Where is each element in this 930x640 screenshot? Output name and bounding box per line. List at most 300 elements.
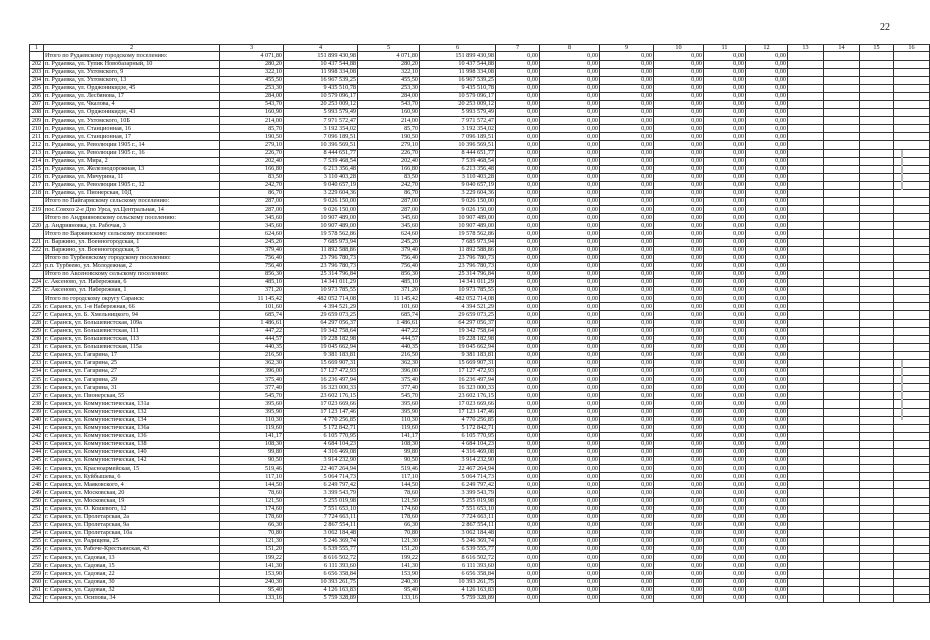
value-cell [860, 376, 894, 384]
value-cell: 3 399 543,79 [420, 489, 496, 497]
value-cell: 0,00 [496, 214, 540, 222]
value-cell: 0,00 [600, 384, 654, 392]
value-cell [860, 513, 894, 521]
value-cell: 5 064 714,73 [420, 473, 496, 481]
value-cell [788, 368, 824, 376]
value-cell: 9 026 150,00 [420, 206, 496, 214]
value-cell [788, 351, 824, 359]
value-cell: 0,00 [540, 287, 600, 295]
address-cell: п. Рудаевка, ул. Революции 1905 г., 12 [44, 181, 220, 189]
value-cell: 16 236 497,94 [284, 376, 358, 384]
value-cell: 0,00 [746, 538, 788, 546]
value-cell: 0,00 [654, 513, 704, 521]
row-number-cell: 224 [30, 279, 44, 287]
value-cell [824, 60, 860, 68]
value-cell: 17 123 147,46 [420, 408, 496, 416]
table-row [30, 465, 930, 473]
value-cell: 0,00 [654, 351, 704, 359]
value-cell: 17 127 472,93 [284, 368, 358, 376]
row-number-cell: 236 [30, 384, 44, 392]
value-cell [824, 408, 860, 416]
table-row [30, 489, 930, 497]
value-cell [788, 246, 824, 254]
value-cell: 5 172 842,71 [284, 424, 358, 432]
value-cell: 0,00 [600, 513, 654, 521]
value-cell: 1 486,61 [220, 319, 284, 327]
value-cell: 284,00 [358, 92, 420, 100]
value-cell: 25 314 796,84 [284, 270, 358, 278]
value-cell: 0,00 [600, 157, 654, 165]
value-cell [824, 440, 860, 448]
value-cell [860, 206, 894, 214]
value-cell: 10 907 489,00 [284, 214, 358, 222]
value-cell: 0,00 [540, 222, 600, 230]
value-cell: 0,00 [540, 109, 600, 117]
value-cell: 6 105 770,95 [420, 432, 496, 440]
value-cell: 0,00 [704, 206, 746, 214]
value-cell [894, 416, 930, 424]
value-cell [824, 335, 860, 343]
value-cell: 0,00 [654, 92, 704, 100]
value-cell: 0,00 [600, 449, 654, 457]
table-row [30, 376, 930, 384]
value-cell [860, 489, 894, 497]
value-cell: 0,00 [704, 303, 746, 311]
value-cell [824, 416, 860, 424]
value-cell: 0,00 [600, 52, 654, 60]
value-cell: 4 316 469,08 [420, 449, 496, 457]
value-cell: 7 539 468,54 [284, 157, 358, 165]
value-cell: 0,00 [600, 481, 654, 489]
page-number: 22 [880, 22, 890, 33]
row-number-cell: 212 [30, 141, 44, 149]
value-cell [860, 165, 894, 173]
row-number-cell: 256 [30, 546, 44, 554]
value-cell: 0,00 [600, 578, 654, 586]
value-cell: 440,35 [220, 343, 284, 351]
table-row [30, 562, 930, 570]
value-cell: 17 023 669,66 [420, 400, 496, 408]
value-cell: 8 444 651,77 [420, 149, 496, 157]
table-row [30, 432, 930, 440]
value-cell: 11 998 334,08 [284, 68, 358, 76]
value-cell: 0,00 [704, 473, 746, 481]
value-cell: 0,00 [746, 457, 788, 465]
value-cell [894, 173, 930, 181]
value-cell: 545,70 [358, 392, 420, 400]
value-cell: 0,00 [540, 327, 600, 335]
value-cell [860, 270, 894, 278]
value-cell: 0,00 [540, 538, 600, 546]
column-header: 2 [44, 45, 220, 52]
value-cell: 0,00 [746, 424, 788, 432]
value-cell [788, 465, 824, 473]
value-cell: 0,00 [496, 76, 540, 84]
value-cell: 0,00 [600, 408, 654, 416]
value-cell: 0,00 [746, 529, 788, 537]
value-cell [894, 246, 930, 254]
value-cell [788, 376, 824, 384]
address-cell: г. Саранск, ул. Коммунистическая, 134 [44, 416, 220, 424]
row-number-cell: 226 [30, 303, 44, 311]
value-cell: 756,40 [220, 254, 284, 262]
value-cell [860, 554, 894, 562]
value-cell: 0,00 [496, 222, 540, 230]
subtotal-row [30, 198, 930, 206]
value-cell: 0,00 [704, 546, 746, 554]
value-cell: 119,60 [220, 424, 284, 432]
value-cell [824, 505, 860, 513]
value-cell: 0,00 [496, 400, 540, 408]
row-number-cell: 219 [30, 206, 44, 214]
value-cell: 78,60 [220, 489, 284, 497]
value-cell [788, 432, 824, 440]
value-cell: 0,00 [704, 270, 746, 278]
value-cell [894, 100, 930, 108]
value-cell: 22 467 264,94 [420, 465, 496, 473]
value-cell: 0,00 [496, 505, 540, 513]
value-cell: 0,00 [746, 60, 788, 68]
value-cell: 11 892 588,86 [284, 246, 358, 254]
value-cell: 0,00 [654, 214, 704, 222]
value-cell: 10 393 261,75 [420, 578, 496, 586]
value-cell: 0,00 [540, 262, 600, 270]
value-cell: 0,00 [654, 262, 704, 270]
value-cell: 0,00 [704, 68, 746, 76]
value-cell: 6 213 356,48 [284, 165, 358, 173]
value-cell [894, 457, 930, 465]
value-cell [824, 246, 860, 254]
value-cell: 245,20 [220, 238, 284, 246]
address-cell: пос.Совхоз 2-е Дпо Урса, ул.Центральная, 14 [44, 206, 220, 214]
value-cell: 202,40 [358, 157, 420, 165]
value-cell [860, 141, 894, 149]
value-cell: 0,00 [496, 117, 540, 125]
value-cell [860, 546, 894, 554]
value-cell: 519,46 [220, 465, 284, 473]
value-cell: 3 914 232,90 [420, 457, 496, 465]
value-cell: 86,70 [220, 190, 284, 198]
value-cell [894, 133, 930, 141]
address-cell: г. Саранск, ул. Осипова, 34 [44, 594, 220, 602]
value-cell: 0,00 [600, 246, 654, 254]
value-cell [824, 432, 860, 440]
value-cell: 14 341 011,29 [420, 279, 496, 287]
value-cell: 395,90 [358, 408, 420, 416]
value-cell [824, 238, 860, 246]
value-cell: 4 684 104,23 [420, 440, 496, 448]
address-cell: Итого по Рудаевскому городскому поселению: [44, 52, 220, 60]
address-cell: п. Варжино, ул. Военногородская, 1 [44, 238, 220, 246]
value-cell: 0,00 [600, 76, 654, 84]
address-cell: Итого по Пайгармскому сельскому поселению: [44, 198, 220, 206]
value-cell: 108,30 [358, 440, 420, 448]
value-cell: 0,00 [600, 586, 654, 594]
value-cell: 7 539 468,54 [420, 157, 496, 165]
value-cell: 756,40 [358, 254, 420, 262]
table-row [30, 311, 930, 319]
value-cell [894, 68, 930, 76]
value-cell: 0,00 [540, 473, 600, 481]
value-cell: 0,00 [600, 343, 654, 351]
value-cell: 0,00 [540, 117, 600, 125]
table-row [30, 92, 930, 100]
value-cell: 0,00 [654, 570, 704, 578]
value-cell: 0,00 [496, 449, 540, 457]
table-row [30, 68, 930, 76]
value-cell [860, 279, 894, 287]
value-cell [788, 157, 824, 165]
value-cell [824, 84, 860, 92]
column-header: 6 [420, 45, 496, 52]
value-cell: 543,70 [220, 100, 284, 108]
value-cell [860, 214, 894, 222]
column-header: 13 [788, 45, 824, 52]
address-cell: п. Рудаевка, ул. Орджоникидзе, 45 [44, 84, 220, 92]
value-cell: 0,00 [654, 335, 704, 343]
row-number-cell: 261 [30, 586, 44, 594]
value-cell: 624,60 [220, 230, 284, 238]
value-cell: 0,00 [496, 270, 540, 278]
address-cell: г. Саранск, ул. Садовая, 13 [44, 554, 220, 562]
row-number-cell: 214 [30, 157, 44, 165]
value-cell: 0,00 [540, 449, 600, 457]
value-cell: 0,00 [600, 359, 654, 367]
value-cell: 0,00 [746, 173, 788, 181]
value-cell: 99,80 [220, 449, 284, 457]
value-cell: 447,22 [358, 327, 420, 335]
value-cell: 16 323 000,33 [284, 384, 358, 392]
value-cell [824, 513, 860, 521]
value-cell: 0,00 [654, 238, 704, 246]
value-cell: 0,00 [496, 481, 540, 489]
row-number-cell: 238 [30, 400, 44, 408]
value-cell: 70,80 [358, 529, 420, 537]
value-cell: 0,00 [654, 230, 704, 238]
value-cell: 0,00 [654, 52, 704, 60]
row-number-cell: 211 [30, 133, 44, 141]
value-cell: 19 342 758,64 [284, 327, 358, 335]
value-cell [788, 392, 824, 400]
value-cell: 90,50 [220, 457, 284, 465]
value-cell: 0,00 [496, 165, 540, 173]
value-cell: 0,00 [600, 594, 654, 602]
value-cell: 0,00 [654, 368, 704, 376]
value-cell: 151,20 [358, 546, 420, 554]
value-cell [860, 181, 894, 189]
value-cell: 0,00 [496, 384, 540, 392]
value-cell: 6 111 393,60 [284, 562, 358, 570]
value-cell [860, 319, 894, 327]
value-cell [860, 481, 894, 489]
value-cell: 0,00 [704, 76, 746, 84]
row-number-cell [30, 198, 44, 206]
value-cell: 133,16 [220, 594, 284, 602]
value-cell [894, 578, 930, 586]
value-cell: 0,00 [704, 279, 746, 287]
address-cell: п. Рудаевка, ул. Лесбянова, 17 [44, 92, 220, 100]
row-number-cell: 207 [30, 100, 44, 108]
address-cell: г. Саранск, ул. Большевистская, 111 [44, 327, 220, 335]
value-cell: 0,00 [704, 554, 746, 562]
value-cell: 0,00 [746, 92, 788, 100]
value-cell: 0,00 [654, 416, 704, 424]
value-cell: 0,00 [746, 262, 788, 270]
value-cell: 0,00 [600, 238, 654, 246]
address-cell: п. Рудаевка, ул. Тупик Новобазарный, 10 [44, 60, 220, 68]
value-cell: 0,00 [704, 440, 746, 448]
value-cell [860, 238, 894, 246]
value-cell: 0,00 [654, 319, 704, 327]
value-cell: 0,00 [540, 335, 600, 343]
value-cell: 9 026 150,00 [284, 206, 358, 214]
value-cell: 0,00 [746, 133, 788, 141]
value-cell [788, 270, 824, 278]
value-cell: 0,00 [746, 521, 788, 529]
value-cell: 29 659 073,25 [420, 311, 496, 319]
value-cell: 362,30 [358, 359, 420, 367]
value-cell: 0,00 [540, 279, 600, 287]
value-cell: 0,00 [654, 497, 704, 505]
value-cell: 0,00 [704, 327, 746, 335]
value-cell: 8 444 651,77 [284, 149, 358, 157]
value-cell: 0,00 [600, 133, 654, 141]
value-cell: 117,10 [220, 473, 284, 481]
value-cell [894, 222, 930, 230]
row-number-cell: 245 [30, 457, 44, 465]
value-cell [824, 100, 860, 108]
value-cell: 10 396 569,51 [284, 141, 358, 149]
row-number-cell: 231 [30, 343, 44, 351]
value-cell [824, 254, 860, 262]
value-cell [788, 84, 824, 92]
value-cell: 83,50 [358, 173, 420, 181]
value-cell: 0,00 [746, 319, 788, 327]
value-cell [860, 497, 894, 505]
value-cell: 20 253 009,12 [284, 100, 358, 108]
value-cell [824, 295, 860, 303]
value-cell [860, 125, 894, 133]
address-cell: г. Саранск, ул. Коммунистическая, 132 [44, 408, 220, 416]
value-cell: 0,00 [600, 319, 654, 327]
value-cell: 0,00 [746, 449, 788, 457]
value-cell: 7 551 653,10 [420, 505, 496, 513]
value-cell: 0,00 [746, 570, 788, 578]
value-cell [894, 562, 930, 570]
value-cell: 10 579 096,17 [420, 92, 496, 100]
value-cell [788, 295, 824, 303]
value-cell: 0,00 [704, 529, 746, 537]
row-number-cell: 247 [30, 473, 44, 481]
value-cell [824, 554, 860, 562]
value-cell: 0,00 [600, 424, 654, 432]
value-cell: 64 297 056,37 [284, 319, 358, 327]
value-cell: 0,00 [654, 279, 704, 287]
value-cell: 0,00 [746, 554, 788, 562]
value-cell [860, 109, 894, 117]
value-cell: 0,00 [746, 109, 788, 117]
row-number-cell: 203 [30, 68, 44, 76]
value-cell: 0,00 [496, 109, 540, 117]
value-cell: 0,00 [704, 222, 746, 230]
value-cell [860, 246, 894, 254]
value-cell [824, 521, 860, 529]
value-cell: 0,00 [600, 206, 654, 214]
value-cell [788, 546, 824, 554]
row-number-cell: 208 [30, 109, 44, 117]
value-cell: 0,00 [746, 368, 788, 376]
value-cell: 29 659 073,25 [284, 311, 358, 319]
row-number-cell: 205 [30, 84, 44, 92]
value-cell: 16 967 539,25 [284, 76, 358, 84]
value-cell: 0,00 [496, 368, 540, 376]
value-cell: 0,00 [540, 230, 600, 238]
value-cell: 6 213 356,48 [420, 165, 496, 173]
value-cell: 121,30 [358, 538, 420, 546]
value-cell [860, 359, 894, 367]
value-cell: 280,20 [358, 60, 420, 68]
address-cell: г. Саранск, ул. Б. Хмельницкого, 94 [44, 311, 220, 319]
value-cell: 0,00 [746, 222, 788, 230]
value-cell: 0,00 [704, 489, 746, 497]
value-cell [894, 157, 930, 165]
value-cell: 0,00 [496, 562, 540, 570]
value-cell: 6 249 797,42 [284, 481, 358, 489]
value-cell: 485,10 [358, 279, 420, 287]
value-cell: 4 770 256,85 [284, 416, 358, 424]
value-cell: 287,00 [220, 198, 284, 206]
value-cell: 10 907 489,00 [420, 222, 496, 230]
value-cell: 0,00 [746, 84, 788, 92]
value-cell [894, 481, 930, 489]
value-cell: 19 045 662,94 [284, 343, 358, 351]
row-number-cell: 249 [30, 489, 44, 497]
value-cell: 0,00 [496, 287, 540, 295]
value-cell: 0,00 [704, 149, 746, 157]
address-cell: г. Саранск, ул. Московская, 19 [44, 497, 220, 505]
value-cell: 0,00 [746, 497, 788, 505]
value-cell: 0,00 [704, 400, 746, 408]
value-cell: 0,00 [496, 157, 540, 165]
value-cell: 685,74 [220, 311, 284, 319]
value-cell: 3 229 604,36 [420, 190, 496, 198]
row-number-cell: 232 [30, 351, 44, 359]
value-cell: 3 914 232,90 [284, 457, 358, 465]
value-cell [788, 141, 824, 149]
value-cell [788, 327, 824, 335]
value-cell: 0,00 [746, 165, 788, 173]
value-cell: 0,00 [654, 198, 704, 206]
value-cell: 0,00 [540, 546, 600, 554]
address-cell: г. Саранск, ул. Садовая, 30 [44, 578, 220, 586]
value-cell [860, 133, 894, 141]
value-cell [894, 529, 930, 537]
address-cell: с. Аксеново, ул. Набережная, 6 [44, 279, 220, 287]
value-cell [788, 117, 824, 125]
value-cell: 0,00 [540, 481, 600, 489]
address-cell: г. Саранск, ул. Большевистская, 109а [44, 319, 220, 327]
value-cell: 117,10 [358, 473, 420, 481]
address-cell: г. Саранск, ул. Пролетарская, 10а [44, 529, 220, 537]
value-cell: 0,00 [654, 424, 704, 432]
value-cell: 0,00 [600, 303, 654, 311]
value-cell [894, 440, 930, 448]
value-cell [824, 52, 860, 60]
value-cell: 0,00 [540, 214, 600, 222]
value-cell [894, 254, 930, 262]
value-cell [824, 400, 860, 408]
value-cell: 0,00 [600, 440, 654, 448]
